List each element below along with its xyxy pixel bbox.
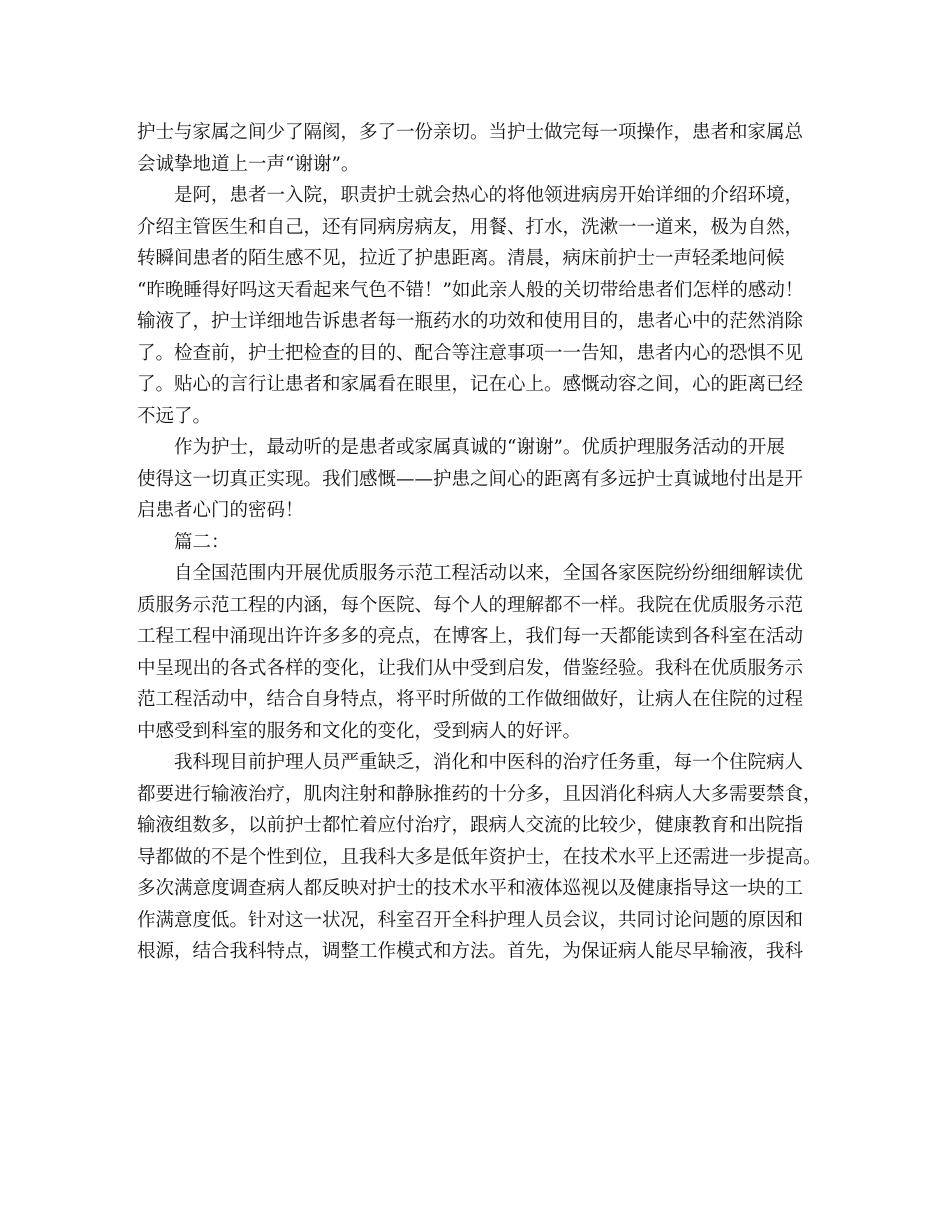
text-line: 了。贴心的言行让患者和家属看在眼里，记在心上。感慨动容之间，心的距离已经	[137, 374, 804, 395]
text-line: 介绍主管医生和自己，还有同病房病友，用餐、打水，洗漱一一道来，极为自然，	[137, 216, 804, 238]
text-line: 工程工程中涌现出许许多多的亮点，在博客上，我们每一天都能读到各科室在活动	[137, 626, 804, 647]
text-line: 导都做的不是个性到位，且我科大多是低年资护士，在技术水平上还需进一步提高。	[137, 846, 822, 868]
text-line: 使得这一切真正实现。我们感慨——护患之间心的距离有多远护士真诚地付出是开	[137, 468, 804, 490]
text-line: 不远了。	[137, 405, 212, 427]
text-line: 输液组数多，以前护士都忙着应付治疗，跟病人交流的比较少，健康教育和出院指	[137, 815, 804, 836]
text-line: 中呈现出的各式各样的变化，让我们从中受到启发，借鉴经验。我科在优质服务示	[137, 657, 804, 679]
paragraph-first-line: 作为护士，最动听的是患者或家属真诚的“谢谢”。优质护理服务活动的开展	[174, 437, 785, 458]
text-line: “昨晚睡得好吗这天看起来气色不错！”如此亲人般的关切带给患者们怎样的感动！	[137, 279, 804, 301]
text-line: 中感受到科室的服务和文化的变化，受到病人的好评。	[137, 720, 582, 742]
paragraph-first-line: 是阿，患者一入院，职责护士就会热心的将他领进病房开始详细的介绍环境，	[174, 185, 804, 206]
text-line: 会诚挚地道上一声“谢谢”。	[137, 153, 360, 175]
text-line: 输液了，护士详细地告诉患者每一瓶药水的功效和使用目的，患者心中的茫然消除	[137, 311, 804, 332]
paragraph-first-line: 我科现目前护理人员严重缺乏，消化和中医科的治疗任务重，每一个住院病人	[174, 752, 804, 773]
text-line: 多次满意度调查病人都反映对护士的技术水平和液体巡视以及健康指导这一块的工	[137, 878, 804, 899]
text-line: 护士与家属之间少了隔阂，多了一份亲切。当护士做完每一项操作，患者和家属总	[137, 122, 804, 143]
paragraph-first-line: 自全国范围内开展优质服务示范工程活动以来，全国各家医院纷纷细细解读优	[174, 563, 804, 584]
text-line: 作满意度低。针对这一状况，科室召开全科护理人员会议，共同讨论问题的原因和	[137, 909, 804, 931]
text-line: 质服务示范工程的内涵，每个医院、每个人的理解都不一样。我院在优质服务示范	[137, 594, 804, 616]
text-line: 了。检查前，护士把检查的目的、配合等注意事项一一告知，患者内心的恐惧不见	[137, 342, 804, 364]
document-body	[137, 117, 827, 968]
text-line: 都要进行输液治疗，肌肉注射和静脉推药的十分多，且因消化科病人大多需要禁食，	[137, 783, 822, 805]
text-line: 根源，结合我科特点，调整工作模式和方法。首先，为保证病人能尽早输液，我科	[137, 941, 804, 962]
text-line: 范工程活动中，结合自身特点，将平时所做的工作做细做好，让病人在住院的过程	[137, 689, 804, 710]
paragraph-first-line: 篇二：	[174, 531, 230, 553]
text-line: 启患者心门的密码！	[137, 500, 304, 521]
text-line: 转瞬间患者的陌生感不见，拉近了护患距离。清晨，病床前护士一声轻柔地问候	[137, 248, 785, 269]
